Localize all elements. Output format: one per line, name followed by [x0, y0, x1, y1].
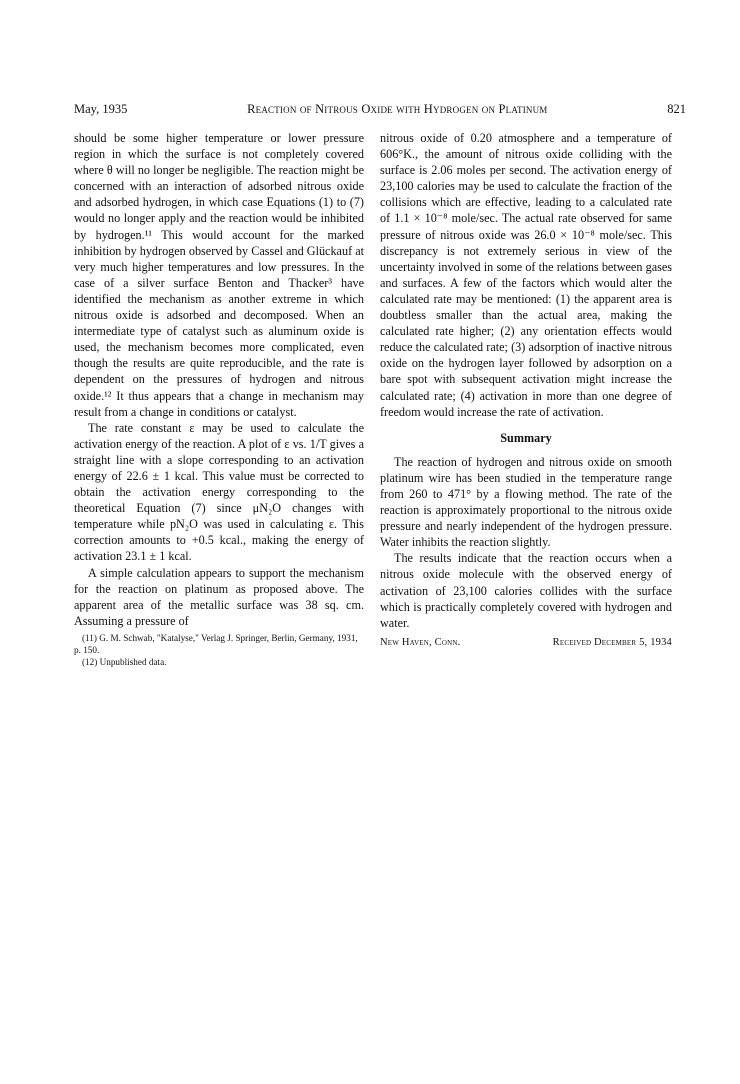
body-paragraph: should be some higher temperature or lower pressure region in which the surface is not completely covered where θ will no longer be negligible. The reaction might be concerned with an interaction of adsorbed nitrous oxide and adsorbed hydrogen, in which case Equations (1) to (7) would no longer apply and the reaction would be inhibited by hydrogen.¹¹ This would account for the marked inhibition by hydrogen observed by Cassel and Glückauf at very much higher temperatures and low pressures. In the case of a silver surface Benton and Thacker³ have identified the mechanism as another extreme in which nitrous oxide is adsorbed and decomposed. When an intermediate type of catalyst such as aluminum oxide is used, the mechanism becomes more complicated, even though the results are quite reproducible, and the rate is dependent on the pressures of hydrogen and nitrous oxide.¹² It thus appears that a change in mechanism may result from a change in conditions or catalyst.	[74, 131, 364, 419]
page-number: 821	[667, 102, 686, 116]
footnote-12: (12) Unpublished data.	[82, 656, 167, 667]
summary-paragraph: The reaction of hydrogen and nitrous oxide on smooth platinum wire has been studied in the temperature range from 260 to 471° by a flowing method. The rate of the reaction is approximately proportional to the nitrous oxide pressure and nearly independent of the hydrogen pressure. Water inhibits the reaction slightly.	[380, 454, 672, 550]
running-header	[74, 101, 686, 117]
right-column	[380, 130, 672, 651]
summary-paragraph: The results indicate that the reaction occurs when a nitrous oxide molecule with the observed energy of activation of 23,100 calories collides with the surface which is practically completely covered with hydrogen and water.	[380, 551, 672, 630]
received-date: Received December 5, 1934	[552, 636, 672, 648]
footnote-11: (11) G. M. Schwab, "Katalyse," Verlag J. Springer, Berlin, Germany, 1931, p. 150.	[74, 632, 358, 655]
left-column	[74, 130, 364, 668]
header-date: May, 1935	[74, 102, 128, 116]
summary-heading: Summary	[500, 430, 552, 445]
body-paragraph: The rate constant ε may be used to calculate the activation energy of the reaction. A plot of ε vs. 1/T gives a straight line with a slope corresponding to an activation energy of 22.6 ± 1 kcal. This value must be corrected to obtain the activation energy corresponding to the theoretical Equation (7) since μN₂O changes with temperature while pN₂O was used in calculating ε. This correction amounts to +0.5 kcal., making the energy of activation 23.1 ± 1 kcal.	[74, 420, 364, 564]
header-title: Reaction of Nitrous Oxide with Hydrogen on Platinum	[247, 102, 548, 116]
body-paragraph: nitrous oxide of 0.20 atmosphere and a temperature of 606°K., the amount of nitrous oxide colliding with the surface is 2.06 moles per second. The activation energy of 23,100 calories may be used to calculate the fraction of the collisions which are effective, leading to a calculated rate of 1.1 × 10⁻⁸ mole/sec. The actual rate observed for same pressure of nitrous oxide was 26.0 × 10⁻⁸ mole/sec. This discrepancy is not extremely serious in view of the uncertainty involved in some of the relations between gases and surfaces. A few of the factors which would alter the calculated rate may be mentioned: (1) the apparent area is doubtless smaller than the actual area, making the calculated rate higher; (2) any orientation effects would reduce the calculated rate; (3) adsorption of inactive nitrous oxide on the hydrogen layer followed by adsorption on a bare spot with subsequent activation might increase the calculated rate; (4) activation in more than one degree of freedom would increase the rate of activation.	[380, 131, 672, 419]
body-paragraph: A simple calculation appears to support the mechanism for the reaction on platinum as proposed above. The apparent area of the metallic surface was 38 sq. cm. Assuming a pressure of	[74, 565, 364, 628]
place: New Haven, Conn.	[380, 636, 461, 648]
footnotes	[74, 632, 364, 668]
dateline	[380, 635, 672, 651]
